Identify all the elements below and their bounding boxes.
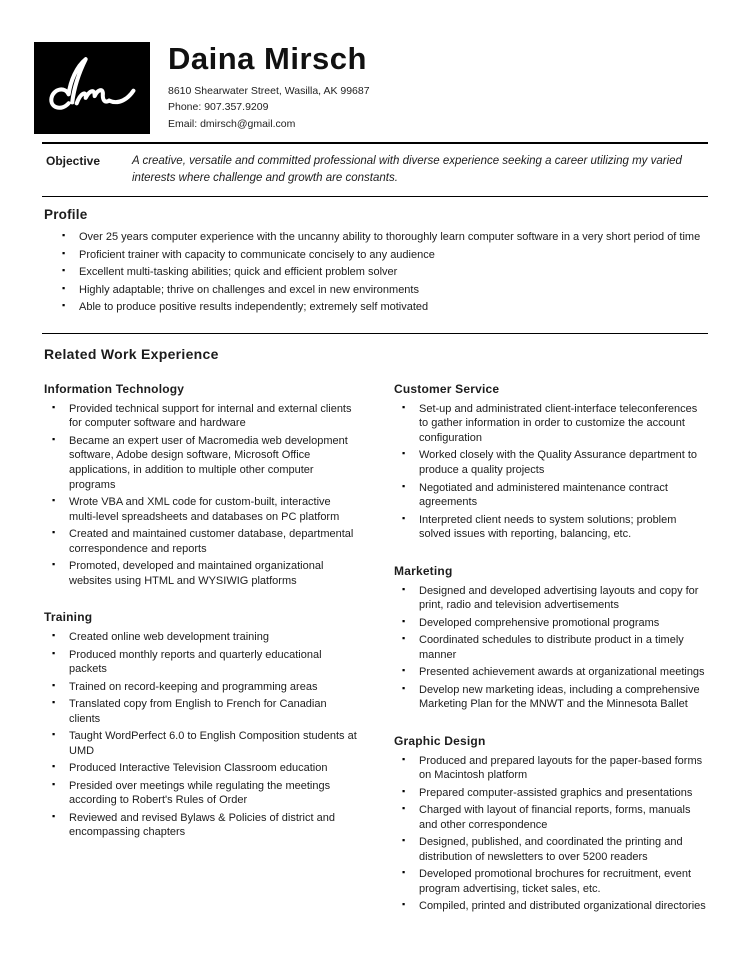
bullet-item: ▪ Trained on record-keeping and programming areas [52,680,358,695]
bullet-item: ▪ Developed promotional brochures for recruitment, event program advertising, ticket sales, etc. [402,867,708,896]
bullet-item: ▪ Provided technical support for internal and external clients for computer software and hardware [52,402,358,431]
bullet-item: ▪ Interpreted client needs to system solutions; problem solved issues with reporting, balancing, etc. [402,513,708,542]
header-text [168,40,370,132]
section-bullet-list [402,402,708,542]
section-information-technology [42,382,358,588]
email: Email: dmirsch@gmail.com [168,117,296,130]
section-heading: Information Technology [44,381,185,396]
dm-signature-icon [38,46,146,130]
section-heading: Graphic Design [394,733,486,748]
bullet-item: ▪ Designed and developed advertising layouts and copy for print, radio and television advertisements [402,584,708,613]
person-name: Daina Mirsch [168,41,367,76]
phone: Phone: 907.357.9209 [168,101,269,114]
objective-divider [42,196,708,197]
profile-bullet-list [62,230,708,315]
section-customer-service [392,382,708,542]
section-heading: Marketing [394,563,453,578]
bullet-item: ▪ Reviewed and revised Bylaws & Policies of district and encompassing chapters [52,811,358,840]
bullet-item: ▪ Promoted, developed and maintained organizational websites using HTML and WYSIWIG platforms [52,559,358,588]
bullet-item: ▪ Negotiated and administered maintenance contract agreements [402,481,708,510]
bullet-item: ▪ Created and maintained customer database, departmental correspondence and reports [52,527,358,556]
bullet-item: ▪ Presided over meetings while regulating the meetings according to Robert's Rules of Order [52,779,358,808]
experience-right-column [392,382,708,936]
bullet-item: ▪ Became an expert user of Macromedia web development software, Adobe design software, Microsoft Office applications, in addition to multiple other computer programs [52,434,358,492]
bullet-item: ▪ Proficient trainer with capacity to communicate concisely to any audience [62,248,708,263]
objective-section [42,144,708,196]
section-heading: Customer Service [394,381,500,396]
bullet-item: ▪ Over 25 years computer experience with the uncanny ability to thoroughly learn computer software in a very short period of time [62,230,708,245]
address: 8610 Shearwater Street, Wasilla, AK 99687 [168,85,370,98]
bullet-item: ▪ Set-up and administrated client-interface teleconferences to gather information in order to customize the account configuration [402,402,708,446]
bullet-item: ▪ Excellent multi-tasking abilities; quick and efficient problem solver [62,265,708,280]
objective-text: A creative, versatile and committed professional with diverse experience seeking a career utilizing my varied interests where challenge and growth are constants. [132,155,682,184]
section-bullet-list [52,630,358,840]
section-training [42,610,358,840]
bullet-item: ▪ Taught WordPerfect 6.0 to English Composition students at UMD [52,729,358,758]
section-bullet-list [402,584,708,712]
logo [34,42,150,134]
bullet-item: ▪ Produced and prepared layouts for the paper-based forms on Macintosh platform [402,754,708,783]
experience-columns [42,382,708,936]
profile-section [42,207,708,315]
bullet-item: ▪ Created online web development training [52,630,358,645]
bullet-item: ▪ Prepared computer-assisted graphics and presentations [402,786,708,801]
bullet-item: ▪ Presented achievement awards at organizational meetings [402,665,708,680]
experience-left-column [42,382,358,936]
bullet-item: ▪ Translated copy from English to French for Canadian clients [52,697,358,726]
objective-label: Objective [46,154,101,168]
bullet-item: ▪ Charged with layout of financial reports, forms, manuals and other correspondence [402,803,708,832]
bullet-item: ▪ Compiled, printed and distributed organizational directories [402,899,708,914]
bullet-item: ▪ Designed, published, and coordinated the printing and distribution of newsletters to over 5200 readers [402,835,708,864]
experience-title: Related Work Experience [44,345,219,362]
bullet-item: ▪ Wrote VBA and XML code for custom-built, interactive multi-level spreadsheets and databases on PC platform [52,495,358,524]
bullet-item: ▪ Coordinated schedules to distribute product in a timely manner [402,633,708,662]
header [42,40,708,134]
section-bullet-list [52,402,358,588]
bullet-item: ▪ Worked closely with the Quality Assurance department to produce a quality projects [402,448,708,477]
section-marketing [392,564,708,712]
bullet-item: ▪ Able to produce positive results independently; extremely self motivated [62,300,708,315]
profile-title: Profile [44,207,88,223]
section-bullet-list [402,754,708,914]
bullet-item: ▪ Highly adaptable; thrive on challenges and excel in new environments [62,283,708,298]
section-graphic-design [392,734,708,914]
section-heading: Training [44,610,93,625]
bullet-item: ▪ Produced Interactive Television Classroom education [52,761,358,776]
bullet-item: ▪ Develop new marketing ideas, including a comprehensive Marketing Plan for the MNWT and the Minnesota Ballet [402,683,708,712]
bullet-item: ▪ Produced monthly reports and quarterly educational packets [52,648,358,677]
experience-divider [42,333,708,334]
bullet-item: ▪ Developed comprehensive promotional programs [402,616,708,631]
